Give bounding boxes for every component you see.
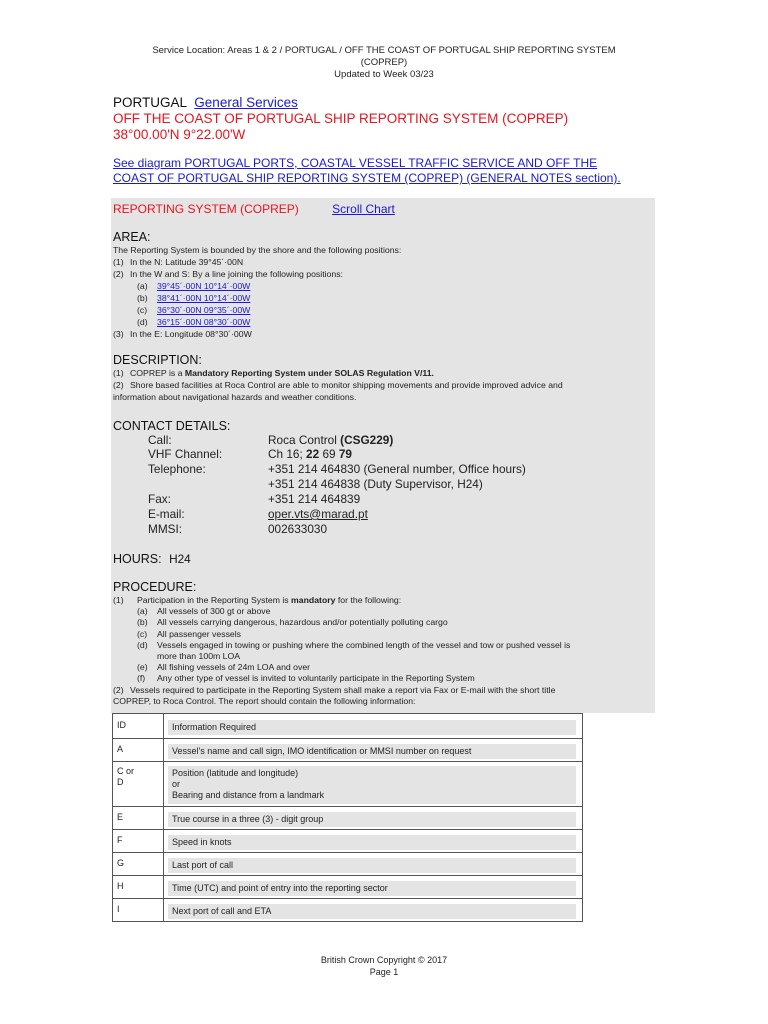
table-row — [113, 807, 583, 830]
table-header-id: ID — [113, 714, 164, 739]
table-cell-id: H — [113, 876, 164, 899]
area-heading: AREA: — [113, 230, 151, 244]
telephone-1: +351 214 464830 (General number, Office hours) — [268, 462, 526, 476]
contact-heading: CONTACT DETAILS: — [113, 419, 231, 433]
call-label: Call: — [148, 433, 172, 447]
table-cell-info: Vessel's name and call sign, IMO identification or MMSI number on request — [164, 739, 583, 762]
table-cell-id: C or D — [113, 762, 164, 807]
area-intro: The Reporting System is bounded by the shore and the following positions: — [113, 245, 402, 255]
position-link[interactable]: 36°15´·00N 08°30´·00W — [157, 317, 251, 327]
mmsi-value: 002633030 — [268, 522, 328, 536]
table-cell-info: Last port of call — [164, 853, 583, 876]
area-position: (c) 36°30´·00N 09°35´·00W — [137, 305, 251, 315]
description-item-2: (2) Shore based facilities at Roca Control are able to monitor shipping movements and provide improved advice and — [113, 380, 563, 390]
fax-label: Fax: — [148, 492, 171, 506]
area-position: (b) 38°41´·00N 10°14´·00W — [137, 293, 251, 303]
table-row — [113, 876, 583, 899]
table-cell-id: G — [113, 853, 164, 876]
table-row — [113, 853, 583, 876]
scroll-chart-link[interactable]: Scroll Chart — [332, 202, 395, 216]
table-cell-id: I — [113, 899, 164, 922]
hours-heading: HOURS: — [113, 552, 162, 566]
table-cell-id: F — [113, 830, 164, 853]
table-cell-id: E — [113, 807, 164, 830]
procedure-subitem: more than 100m LOA — [157, 651, 241, 662]
header-line-2: (COPREP) — [360, 57, 408, 68]
reporting-system-label: REPORTING SYSTEM (COPREP) — [113, 202, 299, 216]
table-header-info: Information Required — [164, 714, 583, 739]
table-row — [113, 830, 583, 853]
table-row — [113, 739, 583, 762]
table-row — [113, 899, 583, 922]
area-item-1: (1) In the N: Latitude 39°45´·00N — [113, 257, 244, 267]
table-cell-info: Next port of call and ETA — [164, 899, 583, 922]
page-footer — [0, 954, 768, 978]
area-item-3: (3) In the E: Longitude 08°30´·00W — [113, 329, 252, 339]
vhf-value: Ch 16; 22 69 79 — [268, 447, 352, 461]
procedure-subitem: (f) Any other type of vessel is invited to voluntarily participate in the Reporting System — [137, 673, 475, 684]
header-line-3: Updated to Week 03/23 — [334, 69, 434, 80]
table-cell-info: Position (latitude and longitude) or Bearing and distance from a landmark — [164, 762, 583, 807]
description-heading: DESCRIPTION: — [113, 353, 202, 367]
table-cell-info: Speed in knots — [164, 830, 583, 853]
system-position: 38°00.00'N 9°22.00'W — [113, 127, 246, 142]
information-table — [112, 713, 583, 922]
area-position: (d) 36°15´·00N 08°30´·00W — [137, 317, 251, 327]
table-row — [113, 762, 583, 807]
description-item-2-cont: information about navigational hazards and weather conditions. — [113, 392, 357, 402]
position-link[interactable]: 39°45´·00N 10°14´·00W — [157, 281, 251, 291]
table-cell-info: Time (UTC) and point of entry into the reporting sector — [164, 876, 583, 899]
table-cell-id: A — [113, 739, 164, 762]
header-line-1: Service Location: Areas 1 & 2 / PORTUGAL / OFF THE COAST OF PORTUGAL SHIP REPORTING SYSTEM — [152, 45, 616, 56]
position-link[interactable]: 38°41´·00N 10°14´·00W — [157, 293, 251, 303]
call-value: Roca Control (CSG229) — [268, 433, 394, 447]
hours-value: H24 — [169, 552, 191, 566]
email-label: E-mail: — [148, 507, 185, 521]
footer-page-number: Page 1 — [369, 967, 399, 977]
page-header — [0, 45, 768, 81]
procedure-item-2-cont: COPREP, to Roca Control. The report should contain the following information: — [113, 695, 416, 706]
procedure-subitem: (a) All vessels of 300 gt or above — [137, 606, 271, 617]
diagram-link[interactable] — [113, 156, 621, 186]
diagram-link-line-2[interactable]: COAST OF PORTUGAL SHIP REPORTING SYSTEM (COPREP) (GENERAL NOTES section). — [113, 171, 621, 185]
general-services-link[interactable]: General Services — [194, 95, 298, 110]
procedure-subitem: (c) All passenger vessels — [137, 628, 242, 639]
country-name: PORTUGAL — [113, 95, 187, 110]
area-item-2: (2) In the W and S: By a line joining the following positions: — [113, 269, 343, 279]
description-section — [113, 367, 653, 403]
procedure-subitem: (b) All vessels carrying dangerous, hazardous and/or potentially polluting cargo — [137, 617, 448, 628]
title-country-row — [113, 94, 298, 111]
procedure-heading: PROCEDURE: — [113, 580, 197, 594]
procedure-item-1: (1) Participation in the Reporting System is mandatory for the following: — [113, 595, 402, 605]
system-title: OFF THE COAST OF PORTUGAL SHIP REPORTING SYSTEM (COPREP) — [113, 111, 569, 126]
procedure-item-2: (2) Vessels required to participate in the Reporting System shall make a report via Fax or E-mail with the short title — [113, 684, 556, 695]
table-cell-info: True course in a three (3) - digit group — [164, 807, 583, 830]
telephone-label: Telephone: — [148, 462, 206, 476]
telephone-2: +351 214 464838 (Duty Supervisor, H24) — [268, 477, 483, 491]
reporting-row — [113, 202, 395, 216]
position-link[interactable]: 36°30´·00N 09°35´·00W — [157, 305, 251, 315]
hours-row — [113, 550, 191, 568]
area-positions-list — [113, 280, 653, 328]
procedure-subitem: (d) Vessels engaged in towing or pushing where the combined length of the vessel and tow or pushed vessel is — [137, 639, 571, 650]
fax-value: +351 214 464839 — [268, 492, 361, 506]
vhf-label: VHF Channel: — [148, 447, 223, 461]
mmsi-label: MMSI: — [148, 522, 183, 536]
procedure-subitem: (e) All fishing vessels of 24m LOA and over — [137, 662, 311, 673]
email-link[interactable]: oper.vts@marad.pt — [268, 507, 368, 521]
description-item-1: (1) COPREP is a Mandatory Reporting System under SOLAS Regulation V/11. — [113, 368, 434, 378]
procedure-section — [113, 595, 653, 707]
table-header-row — [113, 714, 583, 739]
diagram-link-line-1[interactable]: See diagram PORTUGAL PORTS, COASTAL VESSEL TRAFFIC SERVICE AND OFF THE — [113, 156, 598, 170]
procedure-subitems — [113, 606, 653, 684]
area-section — [113, 244, 653, 340]
footer-copyright: British Crown Copyright © 2017 — [320, 955, 448, 965]
area-position: (a) 39°45´·00N 10°14´·00W — [137, 281, 251, 291]
